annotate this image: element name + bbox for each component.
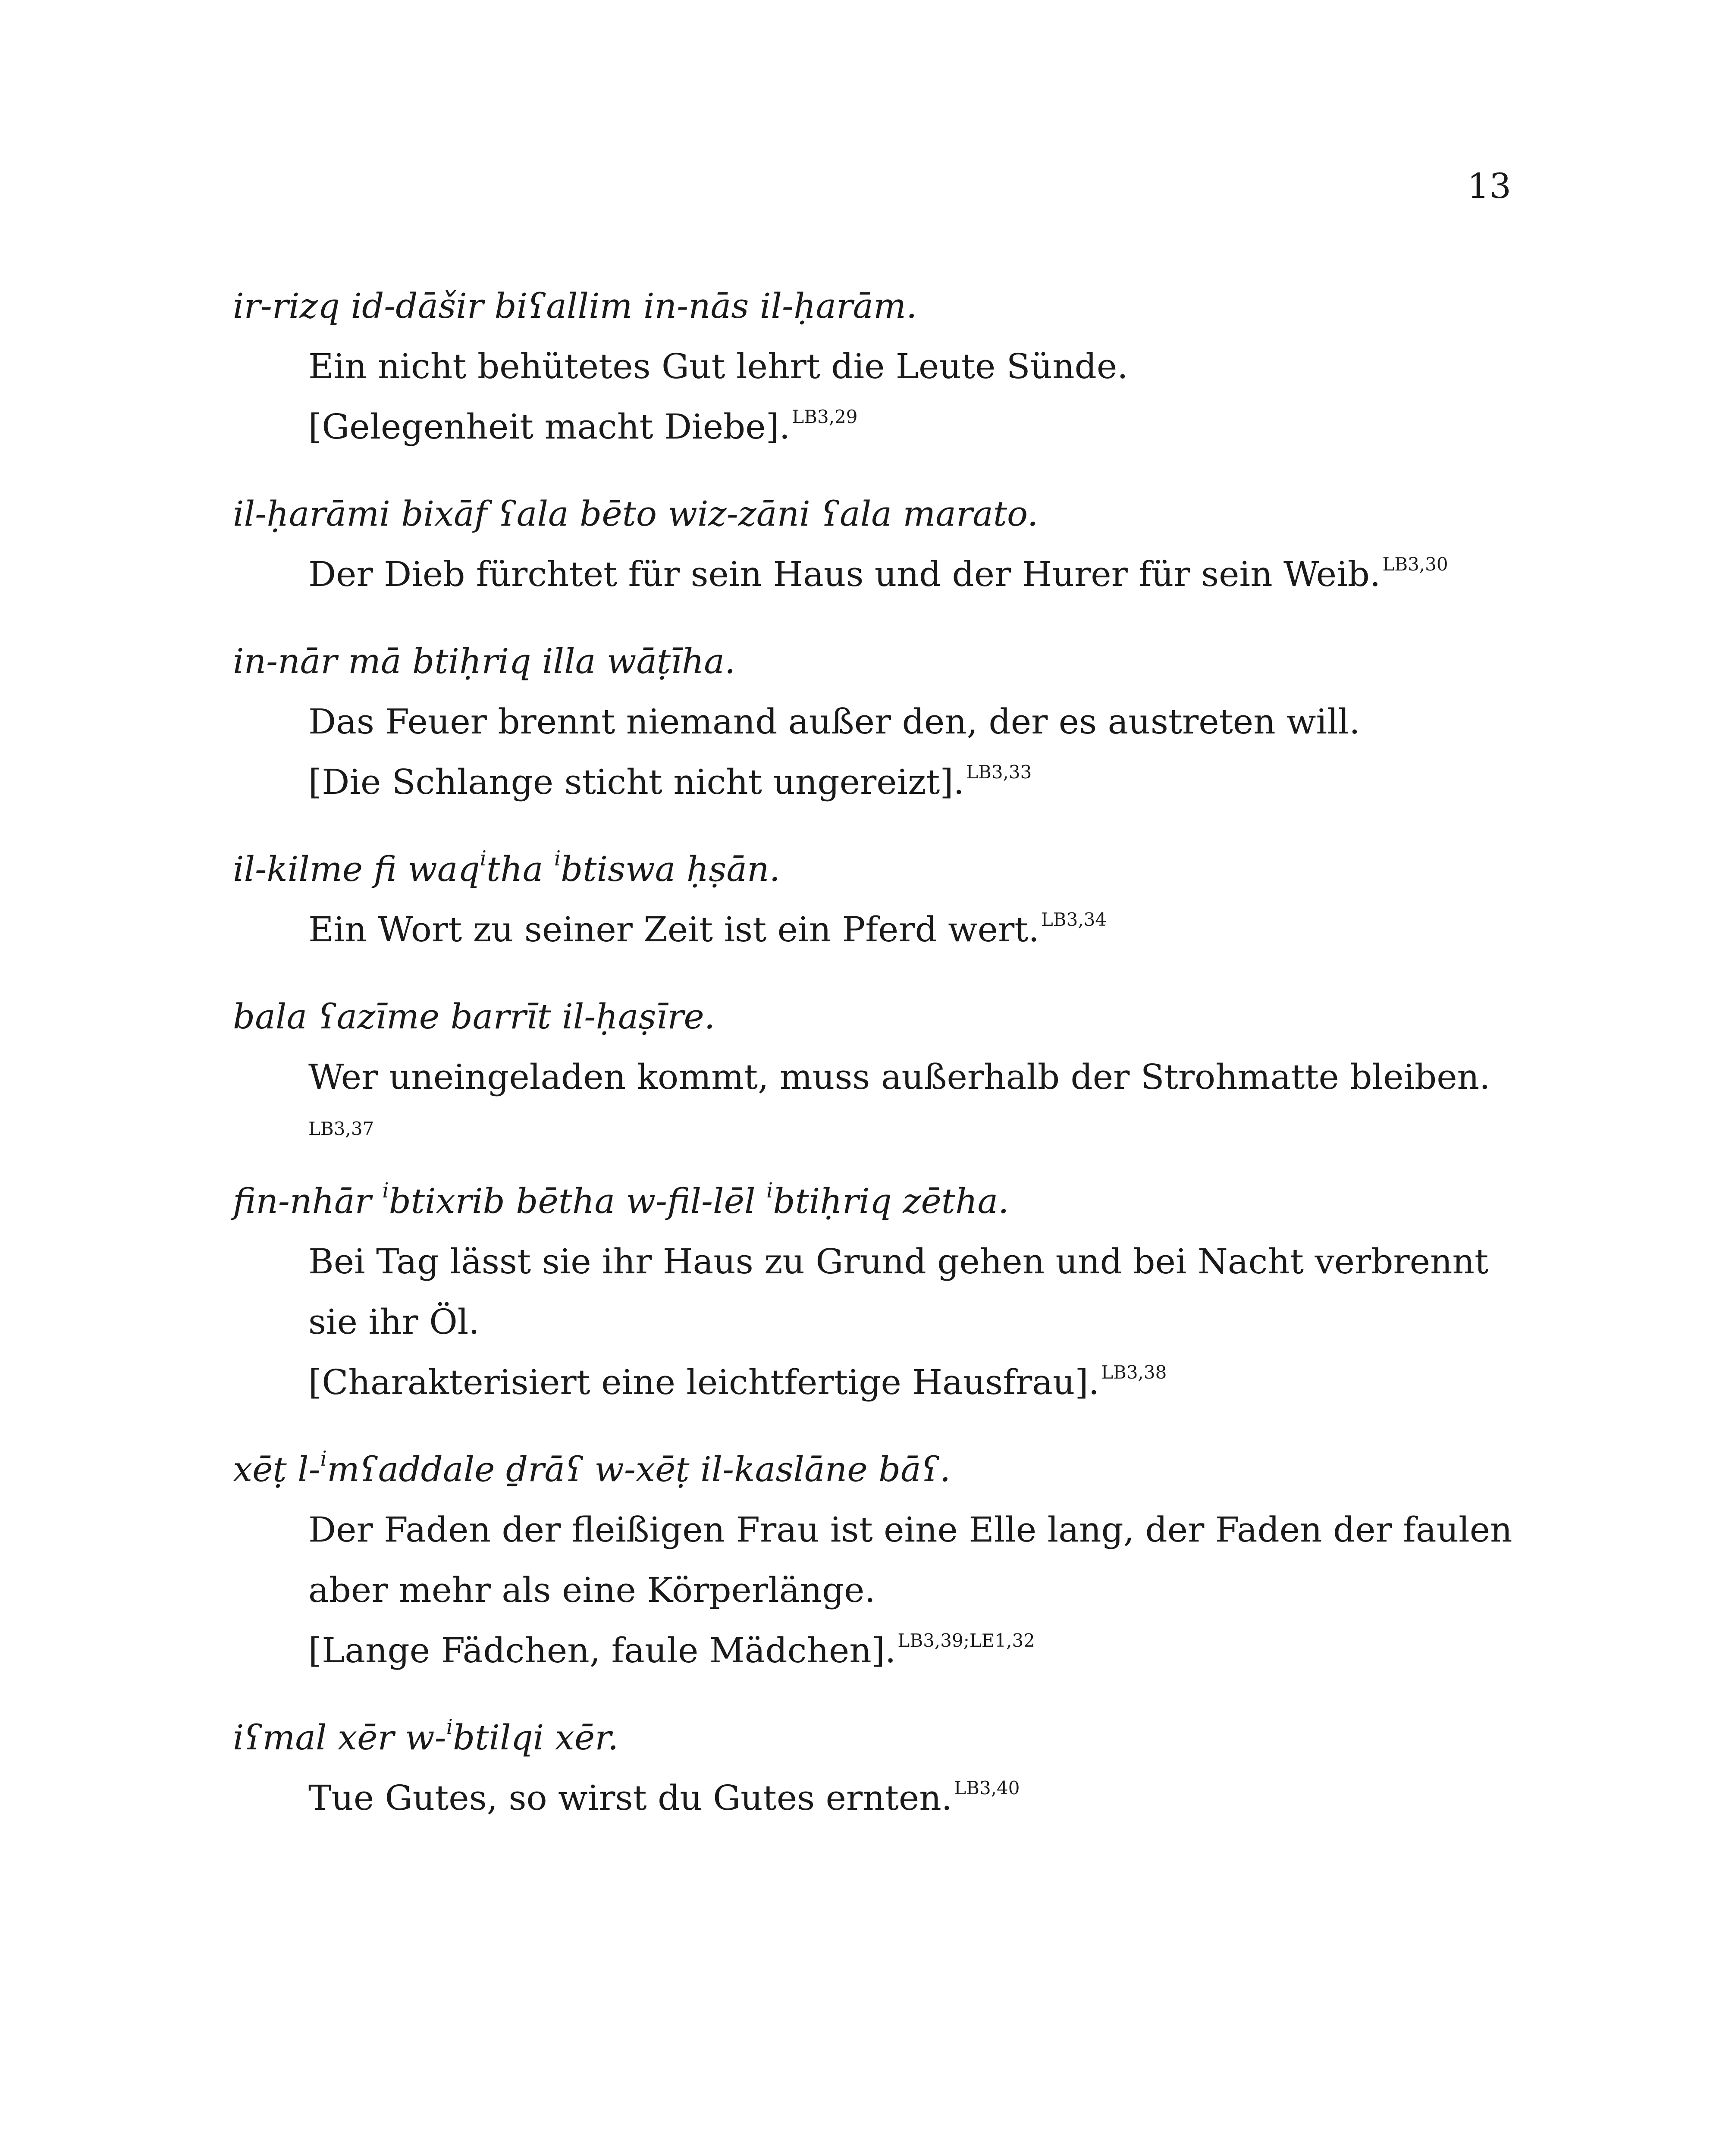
proverb-entry bbox=[233, 1708, 1527, 1828]
translation-line: Tue Gutes, so wirst du Gutes ernten.$^{LB3,40}$ bbox=[308, 1777, 1020, 1818]
translation-line: [Gelegenheit macht Diebe].$^{LB3,29}$ bbox=[308, 406, 858, 447]
translation-line: Der Dieb fürchtet für sein Haus und der Hurer für sein Weib.$^{LB3,30}$ bbox=[308, 554, 1448, 594]
proverb-entry bbox=[233, 1171, 1527, 1413]
proverb-entry bbox=[233, 1439, 1527, 1681]
translation-line: Ein Wort zu seiner Zeit ist ein Pferd wert.$^{LB3,34}$ bbox=[308, 909, 1107, 950]
translation-line: Ein nicht behütetes Gut lehrt die Leute Sünde. bbox=[308, 346, 1128, 386]
source-ref: LB3,29 bbox=[792, 406, 858, 427]
proverb-arabic: iʕmal xēr w-$^i$btilqi xēr. bbox=[233, 1715, 619, 1758]
superscript-vowel: i bbox=[480, 846, 487, 871]
superscript-vowel: i bbox=[382, 1178, 389, 1203]
proverb-entry bbox=[233, 987, 1527, 1144]
translation-line: Wer uneingeladen kommt, muss außerhalb der Strohmatte bleiben. bbox=[308, 1057, 1490, 1097]
source-ref: LB3,33 bbox=[966, 761, 1032, 783]
translation-line: Bei Tag lässt sie ihr Haus zu Grund gehen und bei Nacht verbrennt bbox=[308, 1241, 1489, 1282]
proverb-arabic: il-ḥarāmi bixāf ʕala bēto wiz-zāni ʕala marato. bbox=[233, 494, 1039, 534]
source-ref: LB3,37 bbox=[308, 1118, 374, 1139]
proverb-entry bbox=[233, 839, 1527, 960]
translation-line: Das Feuer brennt niemand außer den, der es austreten will. bbox=[308, 702, 1360, 742]
source-ref: LB3,40 bbox=[954, 1777, 1020, 1799]
translation-line: [Lange Fädchen, faule Mädchen].$^{LB3,39;LE1,32}$ bbox=[308, 1630, 1035, 1670]
proverb-arabic: ir-rizq id-dāšir biʕallim in-nās il-ḥarām. bbox=[233, 286, 917, 326]
superscript-vowel: i bbox=[320, 1447, 327, 1471]
translation-line: Der Faden der fleißigen Frau ist eine Elle lang, der Faden der faulen bbox=[308, 1510, 1512, 1550]
proverb-arabic: fin-nhār $^i$btixrib bētha w-fil-lēl $^i$btiḥriq zētha. bbox=[233, 1178, 1009, 1221]
superscript-vowel: i bbox=[766, 1178, 773, 1203]
page-number: 13 bbox=[1467, 166, 1511, 206]
superscript-vowel: i bbox=[446, 1715, 453, 1739]
translation-line: [Die Schlange sticht nicht ungereizt].$^{LB3,33}$ bbox=[308, 761, 1032, 802]
source-ref: LB3,34 bbox=[1041, 909, 1107, 930]
translation-line: aber mehr als eine Körperlänge. bbox=[308, 1570, 875, 1610]
translation-line: sie ihr Öl. bbox=[308, 1302, 480, 1342]
proverb-arabic: in-nār mā btiḥriq illa wāṭīha. bbox=[233, 641, 736, 681]
source-ref: LB3,30 bbox=[1382, 554, 1448, 575]
source-ref: LB3,38 bbox=[1101, 1362, 1167, 1383]
proverb-entry bbox=[233, 484, 1527, 605]
proverb-entry bbox=[233, 276, 1527, 457]
proverb-list bbox=[233, 276, 1527, 1855]
proverb-entry bbox=[233, 631, 1527, 812]
source-ref: LB3,39;LE1,32 bbox=[897, 1630, 1035, 1651]
superscript-vowel: i bbox=[554, 846, 561, 871]
translation-line: [Charakterisiert eine leichtfertige Hausfrau].$^{LB3,38}$ bbox=[308, 1362, 1167, 1402]
proverb-arabic: bala ʕazīme barrīt il-ḥaṣīre. bbox=[233, 997, 715, 1037]
proverb-arabic: xēṭ l-$^i$mʕaddale ḏrāʕ w-xēṭ il-kaslāne bāʕ. bbox=[233, 1447, 951, 1489]
proverb-arabic: il-kilme fi waq$^i$tha $^i$btiswa ḥṣān. bbox=[233, 846, 780, 889]
